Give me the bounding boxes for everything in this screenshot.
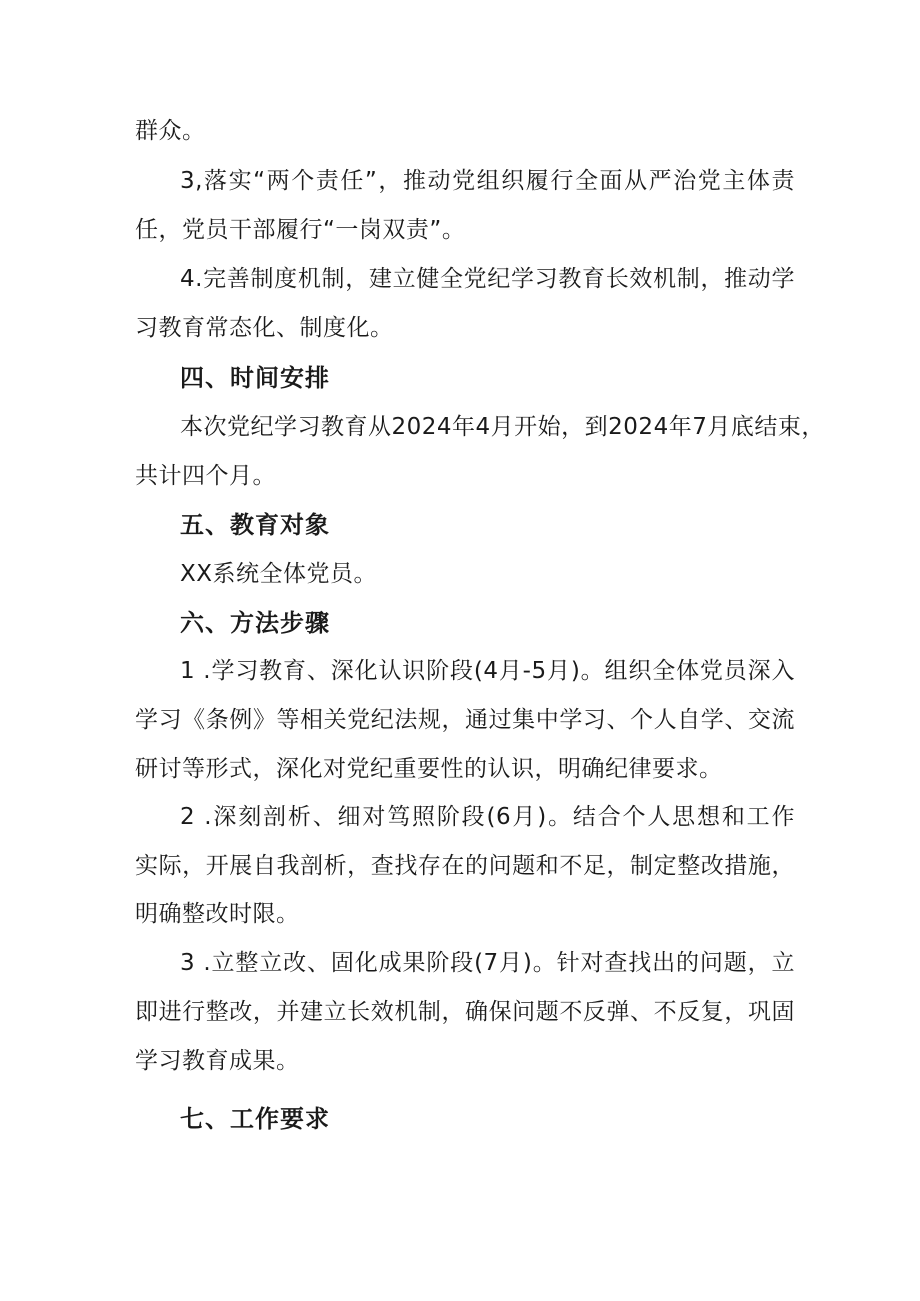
section-heading: 四、时间安排 [180, 364, 330, 392]
paragraph-line: 即进行整改，并建立长效机制，确保问题不反弹、不反复，巩固 [135, 999, 795, 1025]
paragraph-line: 3 .立整立改、固化成果阶段(7月)。针对查找出的问题，立 [180, 950, 795, 976]
paragraph-line: 研讨等形式，深化对党纪重要性的认识，明确纪律要求。 [135, 756, 723, 782]
section-heading: 七、工作要求 [180, 1105, 330, 1133]
paragraph-line: 群众。 [135, 118, 206, 144]
paragraph-line: 2 .深刻剖析、细对笃照阶段(6月)。结合个人思想和工作 [180, 804, 795, 830]
paragraph-line: 学习教育成果。 [135, 1048, 300, 1074]
paragraph-line: 任，党员干部履行“一岗双责”。 [135, 217, 466, 243]
paragraph-line: 4.完善制度机制，建立健全党纪学习教育长效机制，推动学 [180, 266, 795, 292]
paragraph-line: 1 .学习教育、深化认识阶段(4月-5月)。组织全体党员深入 [180, 658, 795, 684]
paragraph-line: 本次党纪学习教育从2024年4月开始，到2024年7月底结束， [180, 414, 825, 440]
paragraph-line: 习教育常态化、制度化。 [135, 315, 394, 341]
paragraph-line: XX系统全体党员。 [180, 561, 378, 587]
paragraph-line: 学习《条例》等相关党纪法规，通过集中学习、个人自学、交流 [135, 707, 795, 733]
paragraph-line: 共计四个月。 [135, 463, 276, 489]
paragraph-line: 3,落实“两个责任”，推动党组织履行全面从严治党主体责 [180, 168, 795, 194]
section-heading: 五、教育对象 [180, 511, 330, 539]
paragraph-line: 明确整改时限。 [135, 901, 300, 927]
paragraph-line: 实际，开展自我剖析，查找存在的问题和不足，制定整改措施， [135, 853, 795, 879]
section-heading: 六、方法步骤 [180, 609, 330, 637]
